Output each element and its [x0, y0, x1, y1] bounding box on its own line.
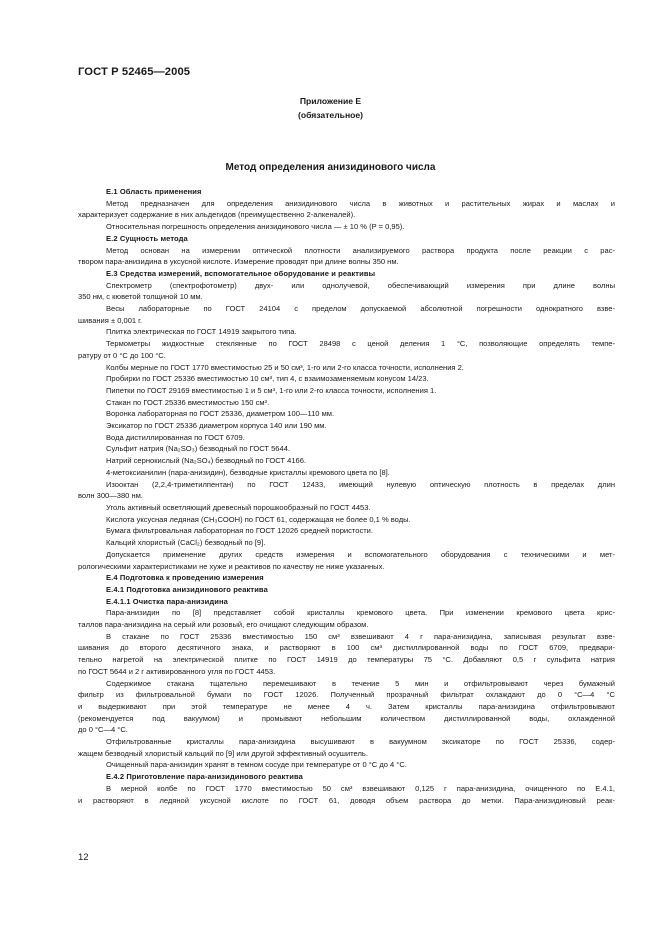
text-line: жащем безводный хлористый кальций по [9] или другой эффективный осушитель. — [78, 748, 368, 758]
text-line: Относительная погрешность определения анизидинового числа — ± 10 % (P = 0,95). — [106, 222, 405, 232]
text-line: шивания до второго десятичного знака, и растворяют в 100 см³ дистиллированной воды по ГОСТ 6709, предвари- — [78, 643, 615, 653]
text-line: Бумага фильтровальная лабораторная по ГОСТ 12026 средней пористости. — [106, 526, 373, 536]
text-line: Метод основан на измерении оптической плотности анализируемого раствора продукта после реакции с рас- — [106, 245, 615, 255]
text-line: Вода дистиллированная по ГОСТ 6709. — [106, 432, 245, 442]
text-line: таллов пара-анизидина на серый или розовый, его очищают следующим образом. — [78, 620, 369, 630]
text-line: до 0 °С—4 °С. — [78, 725, 128, 735]
text-line: Пробирки по ГОСТ 25336 вместимостью 10 см³, тип 4, с взаимозаменяемым конусом 14/23. — [106, 374, 429, 384]
section-heading: Е.2 Сущность метода — [106, 233, 188, 243]
section-heading: Е.4.1 Подготовка анизидинового реактива — [106, 584, 268, 594]
text-line: Допускается применение других средств измерения и вспомогательного оборудования с техническими и мет- — [106, 549, 615, 559]
text-line: Изооктан (2,2,4-триметилпентан) по ГОСТ 12433, имеющий нулевую оптическую плотность в пределах длин — [106, 479, 615, 489]
text-line: Воронка лабораторная по ГОСТ 25336, диаметром 100—110 мм. — [106, 409, 335, 419]
text-line: Колбы мерные по ГОСТ 1770 вместимостью 25 и 50 см³, 1-го или 2-го класса точности, исполнения 2. — [106, 362, 464, 372]
text-line: Сульфит натрия (Na₂SO₃) безводный по ГОСТ 5644. — [106, 444, 290, 454]
text-line: Стакан по ГОСТ 25336 вместимостью 150 см³. — [106, 397, 270, 407]
text-line: 350 нм, с кюветой толщиной 10 мм. — [78, 292, 203, 302]
section-title: Метод определения анизидинового числа — [225, 162, 436, 173]
text-line: фильтр из фильтровальной бумаги по ГОСТ 12026. Полученный прозрачный фильтрат охлаждают до 0 °С—4 °С — [78, 690, 615, 700]
section-heading: Е.1 Область применения — [106, 187, 202, 196]
section-heading: Е.4 Подготовка к проведению измерения — [106, 573, 264, 583]
text-line: твором пара-анизидина в уксусной кислоте. Измерение проводят при длине волны 350 нм. — [78, 257, 399, 267]
text-line: рологическими характеристиками не хуже и реактивов по качеству не ниже указанных. — [78, 561, 385, 571]
text-line: тельно нагретой на электрической плитке по ГОСТ 14919 до температуры 75 °С. Добавляют 0,5 г сульфита натрия — [78, 655, 615, 665]
text-line: и выдерживают при этой температуре не менее 4 ч. Затем кристаллы пара-анизидина отфильтровывают — [78, 701, 615, 711]
section-heading: Е.4.2 Приготовление пара-анизидинового реактива — [106, 772, 303, 782]
text-line: Весы лабораторные по ГОСТ 24104 с пределом допускаемой абсолютной погрешности однократного взве- — [106, 304, 615, 314]
text-line: и растворяют в ледяной уксусной кислоте по ГОСТ 61, доводя объем раствора до метки. Пара-анизидиновый реак- — [78, 795, 615, 805]
section-heading: Е.3 Средства измерений, вспомогательное оборудование и реактивы — [106, 268, 376, 278]
text-line: Кислота уксусная ледяная (CH₃COOH) по ГОСТ 61, содержащая не более 0,1 % воды. — [106, 514, 411, 524]
text-line: Содержимое стакана тщательно перемешивают в течение 5 мин и отфильтровывают через бумажный — [106, 678, 615, 688]
text-line: Очищенный пара-анизидин хранят в темном сосуде при температуре от 0 °С до 4 °С. — [106, 760, 407, 770]
text-line: (рекомендуется под вакуумом) и промывают небольшим количеством дистиллированной воды, охлажденной — [78, 713, 615, 723]
text-line: ратуру от 0 °С до 100 °С. — [78, 350, 166, 360]
appendix-title: Приложение Е — [299, 96, 362, 106]
text-line: Уголь активный осветляющий древесный порошкообразный по ГОСТ 4453. — [106, 502, 371, 512]
document-body — [78, 186, 615, 806]
text-line: В стакане по ГОСТ 25336 вместимостью 150 см³ взвешивают 4 г пара-анизидина, записывая результат взве- — [106, 631, 615, 641]
text-line: Кальций хлористый (CaCl₂) безводный по [9]. — [106, 538, 266, 548]
text-line: характеризует содержание в них альдегидов (преимущественно 2-алкеналей). — [78, 210, 356, 220]
text-line: шивания ± 0,001 г. — [78, 315, 143, 325]
text-line: В мерной колбе по ГОСТ 1770 вместимостью 50 см³ взвешивают 0,125 г пара-анизидина, очищенного по Е.4.1, — [106, 783, 615, 793]
text-line: Пипетки по ГОСТ 29169 вместимостью 1 и 5 см³, 1-го или 2-го класса точности, исполнения 1. — [106, 385, 437, 395]
text-line: Спектрометр (спектрофотометр) двух- или однолучевой, обеспечивающий измерения при длине волны — [106, 280, 615, 290]
standard-header: ГОСТ Р 52465—2005 — [78, 66, 191, 78]
text-line: Термометры жидкостные стеклянные по ГОСТ 28498 с ценой деления 1 °С, позволяющие определять темпе- — [106, 339, 615, 349]
text-line: Пара-анизидин по [8] представляет собой кристаллы кремового цвета. При изменении кремового цвета крис- — [106, 608, 615, 618]
text-line: волн 300—380 нм. — [78, 491, 143, 501]
text-line: 4-метоксианилин (пара-анизидин), безводные кристаллы кремового цвета по [8]. — [106, 467, 390, 477]
section-heading: Е.4.1.1 Очистка пара-анизидина — [106, 596, 228, 606]
text-line: Плитка электрическая по ГОСТ 14919 закрытого типа. — [106, 327, 297, 337]
text-line: Отфильтрованные кристаллы пара-анизидина высушивают в вакуумном эксикаторе по ГОСТ 25336, содер- — [106, 737, 615, 747]
text-line: Эксикатор по ГОСТ 25336 диаметром корпуса 140 или 190 мм. — [106, 421, 327, 431]
text-line: Метод предназначен для определения анизидинового числа в животных и растительных жирах и маслах и — [106, 198, 615, 208]
appendix-subtitle: (обязательное) — [297, 110, 364, 120]
text-line: Натрий сернокислый (Na₂SO₄) безводный по ГОСТ 4166. — [106, 456, 307, 466]
page-number: 12 — [78, 852, 89, 863]
text-line: по ГОСТ 5644 и 2 г активированного угля по ГОСТ 4453. — [78, 666, 276, 676]
